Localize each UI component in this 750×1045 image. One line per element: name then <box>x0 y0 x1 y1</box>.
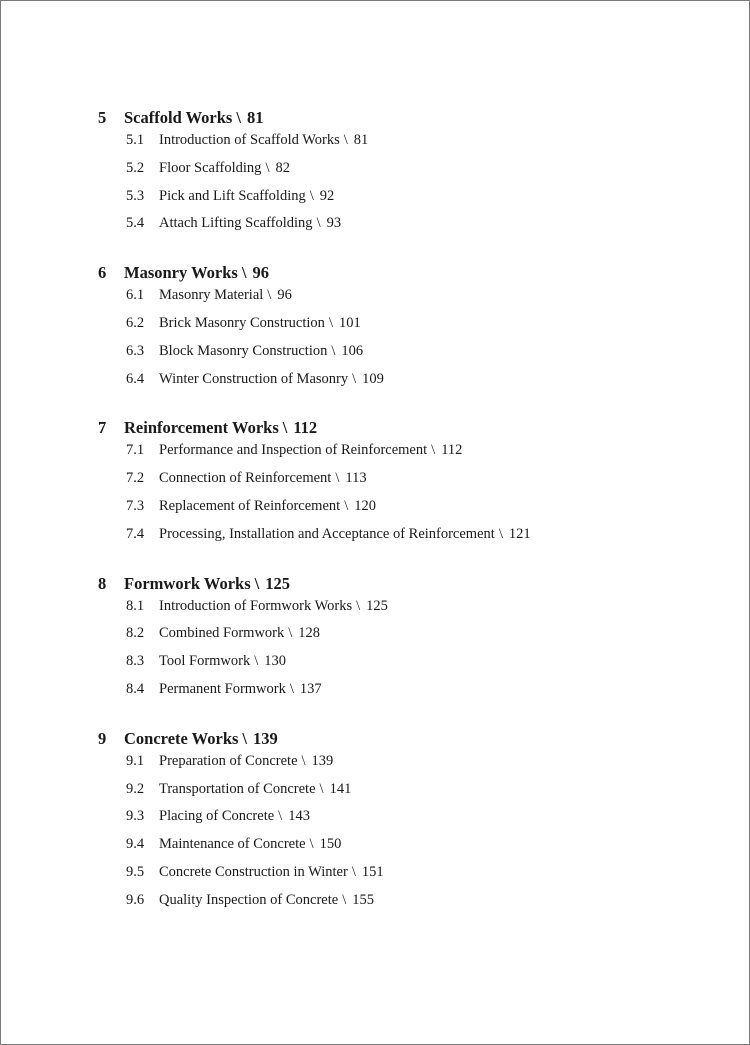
section-title: Quality Inspection of Concrete <box>159 891 339 908</box>
toc-section-entry <box>98 132 718 160</box>
section-number: 8.1 <box>126 597 145 614</box>
toc-section-entry <box>98 808 718 836</box>
page-separator: \ <box>301 752 306 769</box>
section-number: 8.2 <box>126 625 145 642</box>
toc-chapter <box>98 418 718 553</box>
section-title: Combined Formwork <box>159 625 285 642</box>
page-separator: \ <box>319 780 324 797</box>
section-page-number: 121 <box>508 525 531 542</box>
section-page-number: 120 <box>354 497 376 514</box>
toc-chapter <box>98 729 718 920</box>
toc-section-entry <box>98 188 718 216</box>
toc-section-entry <box>98 160 718 188</box>
section-number: 9.1 <box>126 752 145 769</box>
chapter-page-number: 81 <box>246 108 264 127</box>
section-title: Processing, Installation and Acceptance of Reinforcement <box>159 525 495 542</box>
section-title: Replacement of Reinforcement <box>159 497 341 514</box>
toc-section-entry <box>98 371 718 399</box>
toc-section-entry <box>98 215 718 243</box>
section-title: Tool Formwork <box>159 653 251 670</box>
section-page-number: 82 <box>275 159 290 176</box>
section-title: Block Masonry Construction <box>159 342 328 359</box>
toc-chapter <box>98 574 718 709</box>
chapter-number: 8 <box>98 573 107 593</box>
chapter-number: 6 <box>98 263 107 283</box>
page-separator: \ <box>254 653 259 670</box>
page-separator: \ <box>431 442 436 459</box>
toc-section-entry <box>98 343 718 371</box>
page-separator: \ <box>242 728 248 748</box>
chapter-heading <box>98 729 718 753</box>
section-number: 5.1 <box>126 132 145 148</box>
toc-section-entry <box>98 498 718 526</box>
section-number: 7.1 <box>126 442 145 459</box>
section-title: Concrete Construction in Winter <box>159 863 348 880</box>
section-page-number: 141 <box>329 780 352 797</box>
toc-section-entry <box>98 442 718 470</box>
section-title: Brick Masonry Construction <box>159 314 325 331</box>
page-separator: \ <box>351 863 356 880</box>
section-number: 6.2 <box>126 314 145 331</box>
page-separator: \ <box>352 370 357 387</box>
section-number: 9.6 <box>126 891 145 908</box>
section-page-number: 109 <box>362 370 384 387</box>
section-number: 7.3 <box>126 497 145 514</box>
toc-section-entry <box>98 315 718 343</box>
page-separator: \ <box>236 108 241 127</box>
section-title: Performance and Inspection of Reinforcement <box>159 442 428 459</box>
section-page-number: 150 <box>319 836 342 853</box>
section-page-number: 96 <box>277 287 292 304</box>
page-separator: \ <box>265 159 270 176</box>
toc-section-entry <box>98 653 718 681</box>
chapter-page-number: 96 <box>252 263 269 283</box>
page-separator: \ <box>328 314 333 331</box>
toc-section-entry <box>98 625 718 653</box>
section-number: 5.3 <box>126 187 145 204</box>
chapter-page-number: 112 <box>293 418 318 438</box>
section-number: 8.3 <box>126 653 145 670</box>
section-title: Pick and Lift Scaffolding <box>159 187 306 204</box>
section-page-number: 106 <box>341 342 364 359</box>
section-number: 9.5 <box>126 863 145 880</box>
chapter-heading <box>98 574 718 598</box>
section-title: Attach Lifting Scaffolding <box>159 215 313 232</box>
toc-section-entry <box>98 781 718 809</box>
section-number: 8.4 <box>126 680 145 697</box>
section-title: Placing of Concrete <box>159 808 275 825</box>
section-title: Introduction of Formwork Works <box>159 597 353 614</box>
section-number: 6.4 <box>126 370 145 387</box>
chapter-heading <box>98 263 718 287</box>
page-separator: \ <box>309 187 314 204</box>
page-separator: \ <box>278 808 283 825</box>
section-number: 9.3 <box>126 808 145 825</box>
toc-section-entry <box>98 287 718 315</box>
section-page-number: 143 <box>288 808 310 825</box>
chapter-title: Concrete Works <box>124 728 239 748</box>
chapter-title: Scaffold Works <box>124 108 233 127</box>
section-title: Connection of Reinforcement <box>159 470 332 487</box>
section-page-number: 93 <box>326 215 342 232</box>
section-page-number: 151 <box>361 863 384 880</box>
chapter-page-number: 125 <box>265 573 290 593</box>
section-page-number: 92 <box>319 187 335 204</box>
page-separator: \ <box>289 680 294 697</box>
section-title: Transportation of Concrete <box>159 780 316 797</box>
toc-section-entry <box>98 892 718 920</box>
page-separator: \ <box>241 263 247 283</box>
toc-section-entry <box>98 470 718 498</box>
toc-section-entry <box>98 526 718 554</box>
page-separator: \ <box>344 497 349 514</box>
section-title: Floor Scaffolding <box>159 159 262 176</box>
toc-section-entry <box>98 753 718 781</box>
section-page-number: 155 <box>352 891 374 908</box>
section-title: Winter Construction of Masonry <box>159 370 349 387</box>
section-number: 7.2 <box>126 470 145 487</box>
page-separator: \ <box>316 215 321 232</box>
section-page-number: 137 <box>299 680 322 697</box>
table-of-contents <box>98 108 718 940</box>
section-number: 9.4 <box>126 836 145 853</box>
page-separator: \ <box>282 418 288 438</box>
toc-section-entry <box>98 598 718 626</box>
toc-section-entry <box>98 681 718 709</box>
section-number: 9.2 <box>126 780 145 797</box>
page-separator: \ <box>342 891 347 908</box>
section-number: 6.1 <box>126 287 145 304</box>
page-separator: \ <box>335 470 340 487</box>
chapter-title: Masonry Works <box>124 263 238 283</box>
page-separator: \ <box>356 597 361 614</box>
section-page-number: 128 <box>298 625 321 642</box>
section-page-number: 113 <box>345 470 367 487</box>
chapter-heading <box>98 418 718 442</box>
page-separator: \ <box>309 836 314 853</box>
section-number: 7.4 <box>126 525 145 542</box>
chapter-page-number: 139 <box>253 728 278 748</box>
chapter-title: Reinforcement Works <box>124 418 279 438</box>
section-page-number: 125 <box>366 597 388 614</box>
toc-section-entry <box>98 864 718 892</box>
chapter-heading <box>98 108 718 132</box>
page-separator: \ <box>343 132 348 148</box>
page-separator: \ <box>267 287 272 304</box>
section-page-number: 81 <box>353 132 369 148</box>
toc-section-entry <box>98 836 718 864</box>
section-page-number: 101 <box>338 314 361 331</box>
section-title: Permanent Formwork <box>159 680 286 697</box>
section-title: Maintenance of Concrete <box>159 836 306 853</box>
page-separator: \ <box>331 342 336 359</box>
section-title: Preparation of Concrete <box>159 752 298 769</box>
page-separator: \ <box>288 625 293 642</box>
section-number: 5.2 <box>126 159 145 176</box>
toc-chapter <box>98 108 718 243</box>
toc-chapter <box>98 263 718 398</box>
chapter-title: Formwork Works <box>124 573 251 593</box>
chapter-number: 9 <box>98 728 107 748</box>
page-separator: \ <box>498 525 503 542</box>
section-number: 5.4 <box>126 215 145 232</box>
section-title: Masonry Material <box>159 287 264 304</box>
page-separator: \ <box>254 573 260 593</box>
section-number: 6.3 <box>126 342 145 359</box>
chapter-number: 5 <box>98 108 107 127</box>
chapter-number: 7 <box>98 418 107 438</box>
section-page-number: 112 <box>441 442 463 459</box>
section-title: Introduction of Scaffold Works <box>159 132 340 148</box>
section-page-number: 139 <box>311 752 334 769</box>
section-page-number: 130 <box>264 653 287 670</box>
